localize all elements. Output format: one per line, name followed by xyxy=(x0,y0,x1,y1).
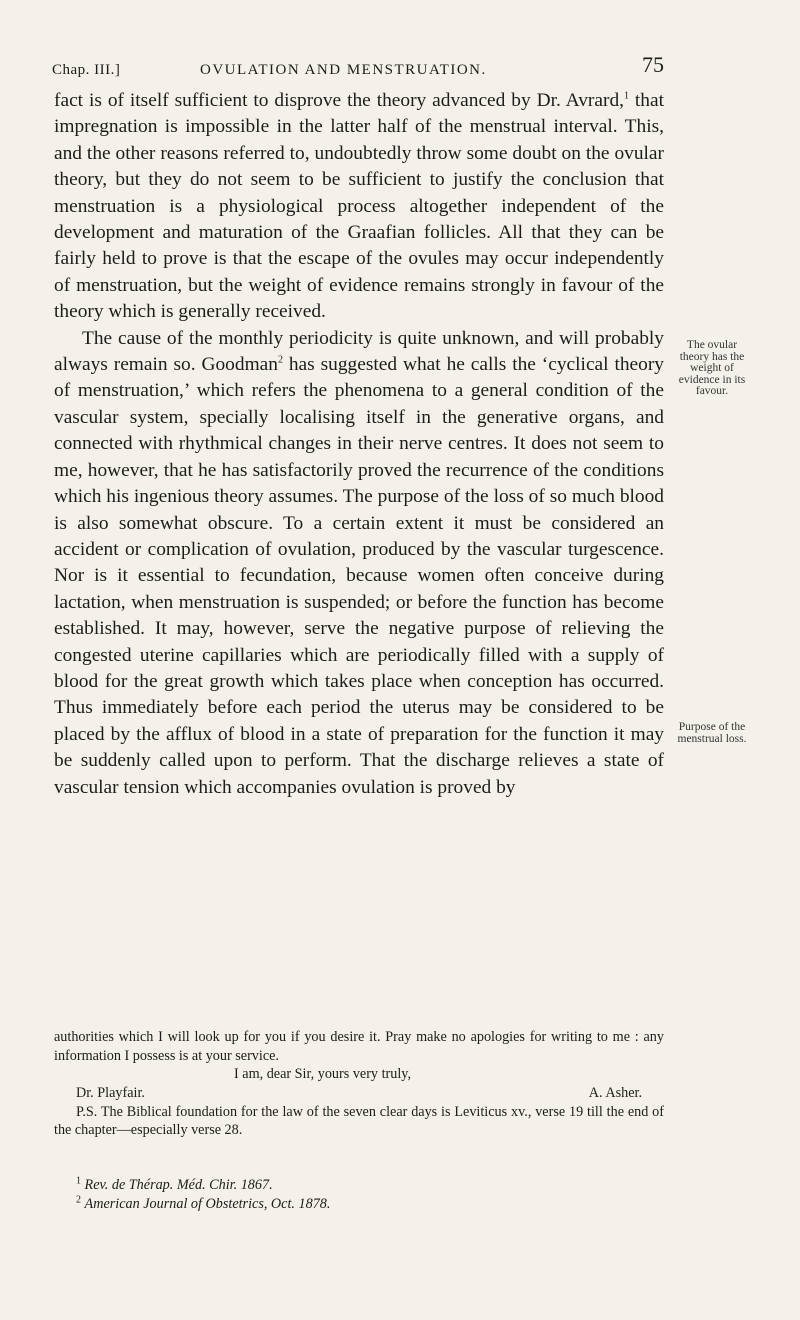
footnote-2-marker: 2 xyxy=(76,1194,81,1206)
running-header xyxy=(52,52,664,82)
footnote-2 xyxy=(54,1195,664,1214)
letter-postscript: P.S. The Biblical foundation for the law of the seven clear days is Leviticus xv., verse 19 till the end of the chapter—especially verse 28. xyxy=(54,1103,664,1139)
footnotes xyxy=(54,1176,664,1214)
quoted-letter xyxy=(54,1028,664,1140)
paragraph-2 xyxy=(54,326,664,801)
paragraph-1 xyxy=(54,88,664,326)
footnote-1-text: Rev. de Thérap. Méd. Chir. 1867. xyxy=(84,1177,273,1193)
letter-closing: I am, dear Sir, yours very truly, xyxy=(234,1066,411,1083)
letter-addressee: Dr. Playfair. xyxy=(76,1084,145,1101)
footnote-2-text: American Journal of Obstetrics, Oct. 1878. xyxy=(84,1196,331,1212)
main-text xyxy=(54,88,664,801)
running-title: OVULATION AND MENSTRUATION. xyxy=(200,62,487,78)
margin-note-ovular-theory: The ovular theory has the weight of evidence in its favour. xyxy=(678,339,746,397)
page-number: 75 xyxy=(642,52,664,77)
letter-signature: A. Asher. xyxy=(588,1084,642,1101)
letter-signature-row xyxy=(54,1084,664,1103)
paragraph-2-text-a: The cause of the monthly periodicity is quite unknown, and will probably always remain so. Goodman xyxy=(54,327,664,376)
paragraph-1-text-a: fact is of itself sufficient to disprove the theory advanced by Dr. Avrard, xyxy=(54,90,624,111)
footnote-1-marker: 1 xyxy=(76,1175,81,1187)
letter-body: authorities which I will look up for you if you desire it. Pray make no apologies for writing to me : any information I possess is at your service. xyxy=(54,1029,664,1064)
paragraph-1-text-b: that impregnation is impossible in the latter half of the menstrual interval. This, and the other reasons referred to, undoubtedly throw some doubt on the ovular theory, but they do not seem to be sufficient to justify the conclusion that menstruation is a physiological process altogether independent of the development and maturation of the Graafian follicles. All that they can be fairly held to prove is that the escape of the ovules may occur independently of menstruation, but the weight of evidence remains strongly in favour of the theory which is generally received. xyxy=(54,90,664,323)
chapter-label: Chap. III.] xyxy=(52,62,121,78)
footnote-ref-2: 2 xyxy=(277,354,283,366)
paragraph-2-text-b: has suggested what he calls the ‘cyclical theory of menstruation,’ which refers the phenomena to a general condition of the vascular system, specially localising itself in the generative organs, and connected with rhythmical changes in their nerve centres. It does not seem to me, however, that he has satisfactorily proved the recurrence of the conditions which his ingenious theory assumes. The purpose of the loss of so much blood is also somewhat obscure. To a certain extent it must be considered an accident or complication of ovulation, produced by the vascular turgescence. Nor is it essential to fecundation, because women often conceive during lactation, when menstruation is suspended; or before the function has become established. It may, however, serve the negative purpose of relieving the congested uterine capillaries which are periodically filled with a supply of blood for the great growth which takes place when conception has occurred. Thus immediately before each period the uterus may be considered to be placed by the afflux of blood in a state of preparation for the function it may be suddenly called upon to perform. That the discharge relieves a state of vascular tension which accompanies ovulation is proved by xyxy=(54,354,664,798)
margin-note-purpose: Purpose of the menstrual loss. xyxy=(677,721,747,745)
footnote-1 xyxy=(54,1176,664,1195)
footnote-ref-1: 1 xyxy=(624,90,629,102)
